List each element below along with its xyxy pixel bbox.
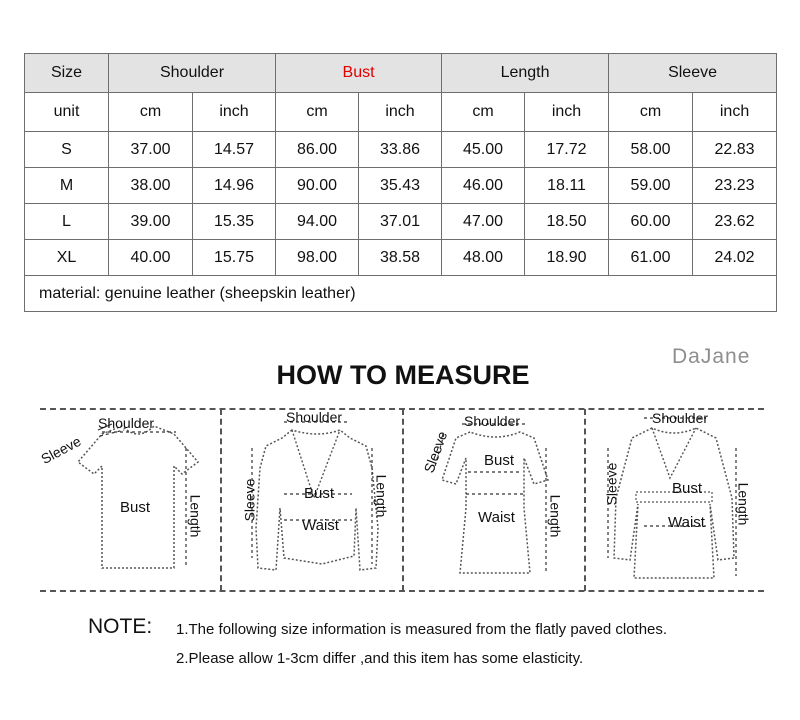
table-cell: M	[25, 168, 109, 204]
table-cell: 86.00	[276, 132, 359, 168]
table-row	[25, 132, 777, 168]
table-cell: 45.00	[442, 132, 525, 168]
dress-bust-label: Bust	[484, 452, 515, 469]
table-cell: 35.43	[359, 168, 442, 204]
table-cell: 18.90	[525, 240, 609, 276]
dress-length-label: Length	[547, 494, 564, 538]
tshirt-sleeve-label: Sleeve	[38, 432, 84, 468]
table-cell: 22.83	[693, 132, 777, 168]
table-cell: 40.00	[109, 240, 193, 276]
note-line-1: 1.The following size information is measured from the flatly paved clothes.	[176, 621, 668, 638]
table-cell: 48.00	[442, 240, 525, 276]
table-cell: XL	[25, 240, 109, 276]
unit-cell: unit	[25, 93, 109, 132]
unit-cell: inch	[193, 93, 276, 132]
coat-bust-label: Bust	[672, 480, 703, 497]
material-note: material: genuine leather (sheepskin leather)	[25, 276, 777, 312]
units-row	[25, 93, 777, 132]
unit-cell: cm	[609, 93, 693, 132]
table-cell: 23.62	[693, 204, 777, 240]
dress-diagram	[404, 408, 584, 591]
table-cell: 58.00	[609, 132, 693, 168]
blazer-diagram	[222, 408, 402, 591]
note-line-2: 2.Please allow 1-3cm differ ,and this item has some elasticity.	[176, 650, 584, 667]
blazer-waist-label: Waist	[302, 517, 339, 534]
table-row	[25, 204, 777, 240]
note-label: NOTE:	[88, 615, 153, 638]
coat-diagram	[586, 408, 764, 591]
blazer-shoulder-label: Shoulder	[286, 409, 343, 425]
dress-sleeve-label: Sleeve	[420, 429, 451, 475]
unit-cell: cm	[276, 93, 359, 132]
table-cell: 37.01	[359, 204, 442, 240]
unit-cell: cm	[109, 93, 193, 132]
coat-waist-label: Waist	[668, 514, 705, 531]
table-cell: 15.35	[193, 204, 276, 240]
header-shoulder: Shoulder	[109, 54, 276, 93]
table-cell: 46.00	[442, 168, 525, 204]
coat-sleeve-label: Sleeve	[603, 462, 620, 506]
table-cell: 17.72	[525, 132, 609, 168]
table-cell: 59.00	[609, 168, 693, 204]
table-cell: 38.00	[109, 168, 193, 204]
tshirt-shoulder-label: Shoulder	[98, 415, 155, 431]
table-cell: 98.00	[276, 240, 359, 276]
dress-shoulder-label: Shoulder	[464, 413, 521, 429]
table-cell: 33.86	[359, 132, 442, 168]
brand-watermark: DaJane	[672, 345, 751, 368]
table-cell: 24.02	[693, 240, 777, 276]
unit-cell: inch	[693, 93, 777, 132]
table-cell: 37.00	[109, 132, 193, 168]
header-length: Length	[442, 54, 609, 93]
table-cell: 60.00	[609, 204, 693, 240]
table-cell: 61.00	[609, 240, 693, 276]
table-cell: 18.50	[525, 204, 609, 240]
blazer-length-label: Length	[373, 474, 390, 518]
header-size: Size	[25, 54, 109, 93]
tshirt-bust-label: Bust	[120, 499, 151, 516]
table-cell: 38.58	[359, 240, 442, 276]
blazer-sleeve-label: Sleeve	[241, 478, 258, 522]
table-cell: 15.75	[193, 240, 276, 276]
unit-cell: inch	[359, 93, 442, 132]
coat-shoulder-label: Shoulder	[652, 410, 709, 426]
table-cell: S	[25, 132, 109, 168]
size-chart-table	[24, 53, 777, 312]
header-sleeve: Sleeve	[609, 54, 777, 93]
table-cell: 18.11	[525, 168, 609, 204]
table-cell: 23.23	[693, 168, 777, 204]
dress-waist-label: Waist	[478, 509, 515, 526]
unit-cell: cm	[442, 93, 525, 132]
table-cell: 14.57	[193, 132, 276, 168]
table-row	[25, 240, 777, 276]
unit-cell: inch	[525, 93, 609, 132]
how-to-measure-heading: HOW TO MEASURE	[276, 360, 530, 390]
table-cell: 90.00	[276, 168, 359, 204]
coat-length-label: Length	[735, 482, 752, 526]
table-cell: 39.00	[109, 204, 193, 240]
table-row	[25, 168, 777, 204]
material-row	[25, 276, 777, 312]
tshirt-diagram	[40, 408, 220, 591]
blazer-bust-label: Bust	[304, 485, 335, 502]
table-cell: L	[25, 204, 109, 240]
table-cell: 94.00	[276, 204, 359, 240]
header-row	[25, 54, 777, 93]
header-bust: Bust	[276, 54, 442, 93]
tshirt-length-label: Length	[187, 494, 204, 538]
table-cell: 47.00	[442, 204, 525, 240]
table-cell: 14.96	[193, 168, 276, 204]
